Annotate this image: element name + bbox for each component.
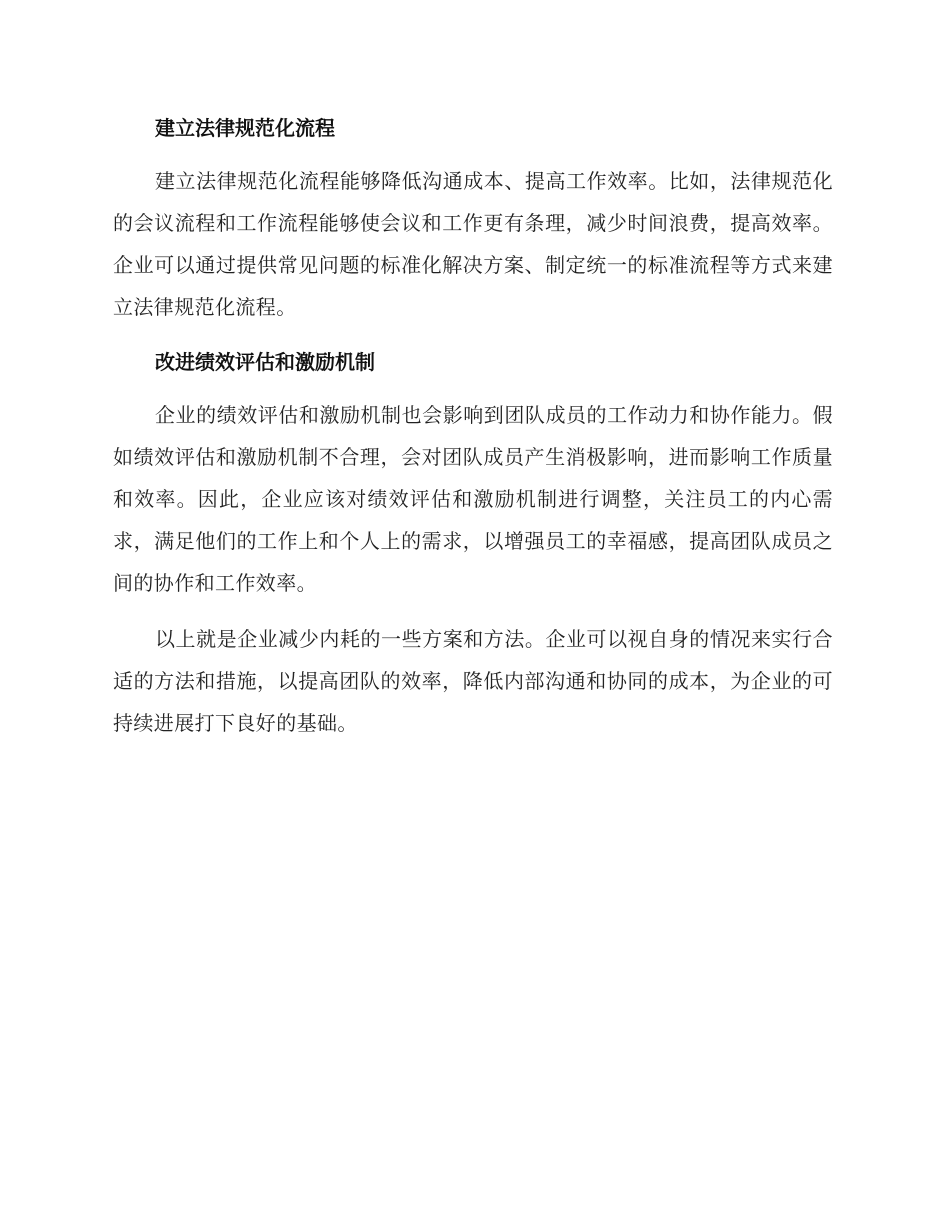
spacer [113, 604, 833, 618]
conclusion-paragraph: 以上就是企业减少内耗的一些方案和方法。企业可以视自身的情况来实行合适的方法和措施，以提高团队的效率，降低内部沟通和协同的成本，为企业的可持续进展打下良好的基础。 [113, 627, 833, 735]
section-paragraph-legal-process: 建立法律规范化流程能够降低沟通成本、提高工作效率。比如，法律规范化的会议流程和工作流程能够使会议和工作更有条理，减少时间浪费，提高效率。企业可以通过提供常见问题的标准化解决方案、制定统一的标准流程等方式来建立法律规范化流程。 [113, 169, 833, 319]
spacer [113, 148, 833, 160]
section-heading-performance: 改进绩效评估和激励机制 [155, 350, 375, 374]
section-paragraph-performance: 企业的绩效评估和激励机制也会影响到团队成员的工作动力和协作能力。假如绩效评估和激励机制不合理，会对团队成员产生消极影响，进而影响工作质量和效率。因此，企业应该对绩效评估和激励机制进行调整，关注员工的内心需求，满足他们的工作上和个人上的需求，以增强员工的幸福感，提高团队成员之间的协作和工作效率。 [113, 403, 833, 595]
document-page [113, 108, 833, 744]
spacer [113, 382, 833, 394]
section-heading-legal-process: 建立法律规范化流程 [155, 116, 335, 140]
spacer [113, 328, 833, 342]
